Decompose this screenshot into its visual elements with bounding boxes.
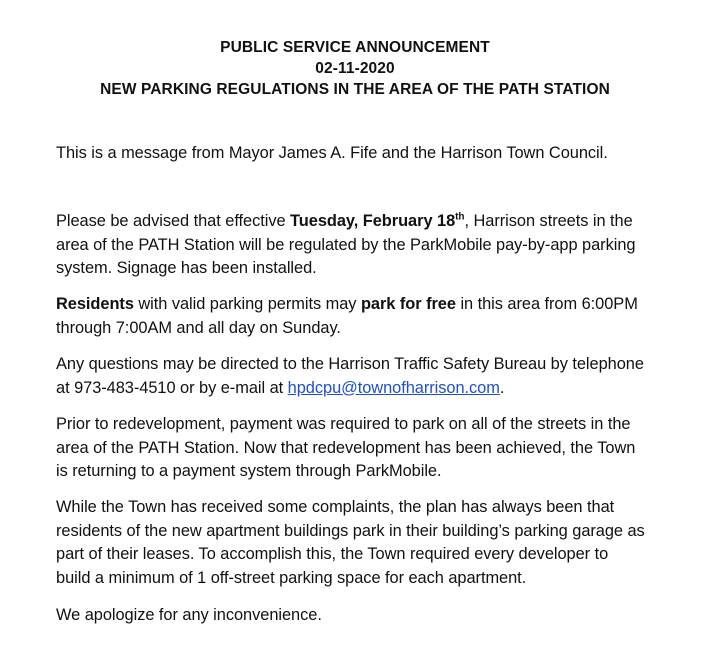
residents-bold: Residents (56, 295, 134, 313)
questions-paragraph (56, 353, 696, 400)
complaints-line-2: residents of the new apartment buildings park in their building’s parking garage as (56, 521, 645, 540)
prior-paragraph (56, 413, 696, 484)
effective-rest: , Harrison streets in the (464, 212, 633, 230)
complaints-line-4: build a minimum of 1 off-street parking space for each apartment. (56, 568, 527, 587)
complaints-paragraph (56, 496, 696, 590)
residents-line-1 (56, 293, 696, 317)
residents-mid: with valid parking permits may (133, 295, 361, 313)
effective-date: Tuesday, February 18 (290, 212, 456, 230)
prior-line-1: Prior to redevelopment, payment was required to park on all of the streets in the (56, 415, 631, 433)
questions-line-2 (56, 377, 696, 401)
header-date: 02-11-2020 (315, 60, 395, 77)
effective-prefix: Please be advised that effective (56, 212, 291, 230)
prior-line-3: is returning to a payment system through ParkMobile. (56, 462, 442, 480)
effective-line-3: system. Signage has been installed. (56, 259, 317, 277)
complaints-line-1: While the Town has received some complaints, the plan has always been that (56, 498, 615, 516)
header-subject: NEW PARKING REGULATIONS IN THE AREA OF THE PATH STATION (100, 81, 610, 98)
questions-prefix: at 973-483-4510 or by e-mail at (56, 378, 288, 397)
header-title: PUBLIC SERVICE ANNOUNCEMENT (220, 39, 490, 56)
email-link[interactable]: hpdcpu@townofharrison.com (287, 378, 500, 397)
residents-rest: in this area from 6:00PM (455, 295, 638, 313)
effective-line-2: area of the PATH Station will be regulated by the ParkMobile pay-by-app parking (56, 235, 636, 254)
complaints-line-3: part of their leases. To accomplish this, the Town required every developer to (56, 545, 609, 563)
closing-line: We apologize for any inconvenience. (56, 606, 322, 624)
effective-paragraph (56, 210, 696, 281)
residents-line-2: through 7:00AM and all day on Sunday. (56, 318, 341, 337)
closing-paragraph (56, 604, 696, 628)
residents-paragraph (56, 293, 696, 340)
effective-date-suffix: th (455, 211, 465, 223)
park-free-bold: park for free (360, 295, 456, 313)
questions-suffix: . (499, 378, 505, 397)
questions-line-1: Any questions may be directed to the Harrison Traffic Safety Bureau by telephone (56, 355, 644, 373)
intro-line: This is a message from Mayor James A. Fife and the Harrison Town Council. (56, 144, 608, 162)
announcement-header (0, 37, 710, 100)
effective-line-1 (56, 210, 696, 234)
intro-paragraph (56, 142, 696, 166)
prior-line-2: area of the PATH Station. Now that redevelopment has been achieved, the Town (56, 438, 636, 457)
